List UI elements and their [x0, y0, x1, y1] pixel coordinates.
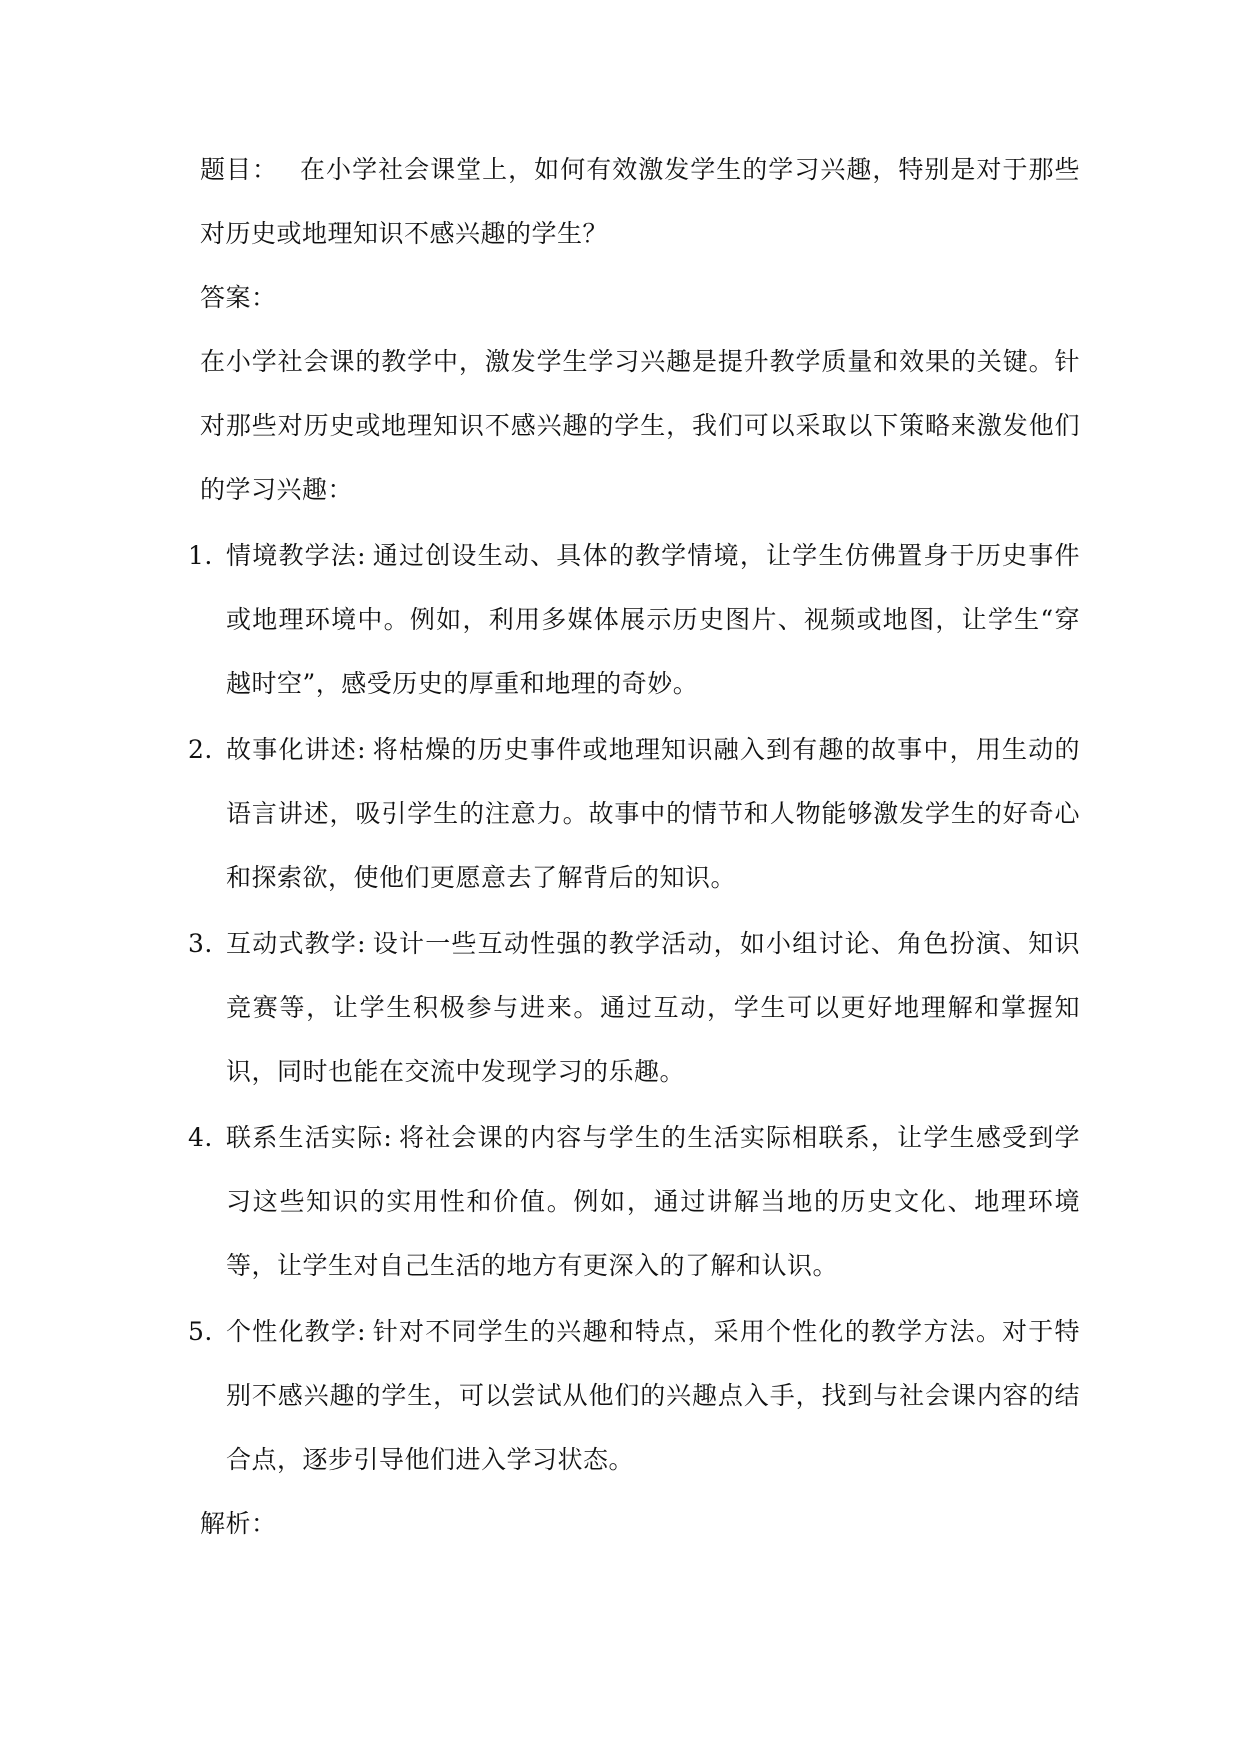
list-item-term: 故事化讲述: [226, 735, 367, 764]
list-item-term: 联系生活实际: [226, 1123, 393, 1152]
answer-intro: 在小学社会课的教学中，激发学生学习兴趣是提升教学质量和效果的关键。针对那些对历史或地理知识不感兴趣的学生，我们可以采取以下策略来激发他们的学习兴趣： [200, 347, 1080, 504]
question [200, 138, 1080, 266]
list-item-number: 2. [188, 735, 213, 764]
list-item-number: 5. [188, 1317, 213, 1346]
strategy-list [188, 524, 1080, 1492]
list-item-text: 将社会课的内容与学生的生活实际相联系，让学生感受到学习这些知识的实用性和价值。例如，通过讲解当地的历史文化、地理环境等，让学生对自己生活的地方有更深入的了解和认识。 [226, 1123, 1080, 1280]
list-item-text: 通过创设生动、具体的教学情境，让学生仿佛置身于历史事件或地理环境中。例如，利用多媒体展示历史图片、视频或地图，让学生“穿越时空”，感受历史的厚重和地理的奇妙。 [226, 541, 1080, 698]
list-item-text: 设计一些互动性强的教学活动，如小组讨论、角色扮演、知识竞赛等，让学生积极参与进来。通过互动，学生可以更好地理解和掌握知识，同时也能在交流中发现学习的乐趣。 [226, 929, 1080, 1086]
list-item-number: 3. [188, 929, 213, 958]
list-item-text: 针对不同学生的兴趣和特点，采用个性化的教学方法。对于特别不感兴趣的学生，可以尝试从他们的兴趣点入手，找到与社会课内容的结合点，逐步引导他们进入学习状态。 [226, 1317, 1080, 1474]
list-item [188, 718, 1080, 910]
document-body [188, 138, 1080, 1556]
list-item-number: 1. [188, 541, 213, 570]
list-item-term: 互动式教学: [226, 929, 367, 958]
list-item-text: 将枯燥的历史事件或地理知识融入到有趣的故事中，用生动的语言讲述，吸引学生的注意力。故事中的情节和人物能够激发学生的好奇心和探索欲，使他们更愿意去了解背后的知识。 [226, 735, 1080, 892]
question-label: 题目： [200, 155, 279, 184]
list-item-term: 个性化教学: [226, 1317, 367, 1346]
list-item [188, 912, 1080, 1104]
answer-label: 答案： [200, 283, 277, 312]
list-item [188, 1300, 1080, 1492]
question-text: 在小学社会课堂上，如何有效激发学生的学习兴趣，特别是对于那些对历史或地理知识不感兴趣的学生？ [200, 155, 1080, 248]
list-item-term: 情境教学法: [226, 541, 367, 570]
list-item [188, 524, 1080, 716]
analysis-label: 解析： [200, 1509, 277, 1538]
list-item-number: 4. [188, 1123, 213, 1152]
list-item [188, 1106, 1080, 1298]
